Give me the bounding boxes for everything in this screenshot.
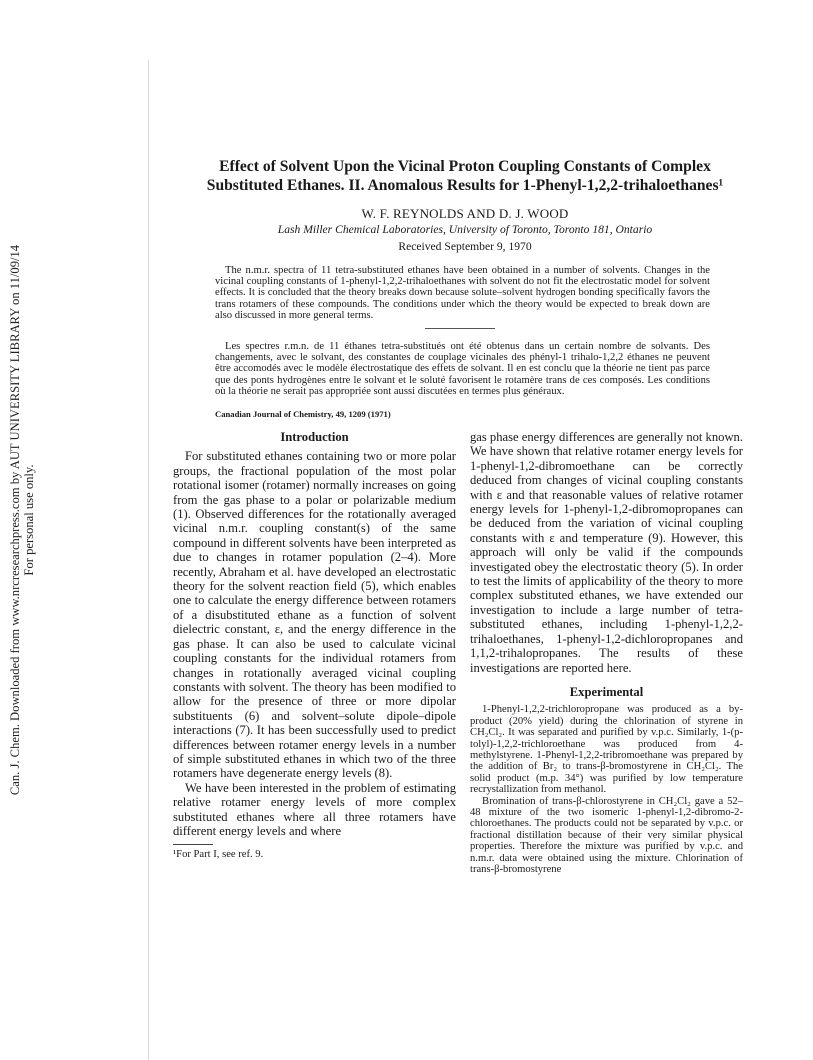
footnote-rule: [173, 844, 213, 845]
abstract-english: [215, 265, 710, 321]
experimental-paragraph-2: Bromination of trans-β-chlorostyrene in CH₂Cl₂ gave a 52–48 mixture of the two isomeric 1-phenyl-1,2-dibromo-2-chloroethanes. The products could not be separated by v.p.c. or fractional distillation because of their very similar physical properties. Therefore the mixture was purified by v.p.c. and n.m.r. data were obtained using the mixture. Chlorination of trans-β-bromostyrene: [470, 795, 743, 875]
received-date: Received September 9, 1970: [398, 240, 532, 253]
affiliation: Lash Miller Chemical Laboratories, University of Toronto, Toronto 181, Ontario: [277, 223, 653, 236]
footnote: ¹For Part I, see ref. 9.: [173, 849, 264, 861]
title-line-1: Effect of Solvent Upon the Vicinal Proton Coupling Constants of Complex: [219, 158, 711, 175]
abstract-divider: [425, 328, 495, 329]
introduction-paragraph-2: We have been interested in the problem of estimating relative rotamer energy levels of more complex substituted ethanes where all three rotamers have different energy levels and where: [173, 780, 456, 838]
margin-rule: [148, 60, 149, 1060]
introduction-paragraph-continued: gas phase energy differences are generally not known. We have shown that relative rotamer energy levels for 1-phenyl-1,2-dibromoethane can be correctly deduced from changes of vicinal coupling constants with ε and that reasonable values of relative rotamer energy levels for 1-phenyl-1,2-dibromopropanes can be deduced from the variation of vicinal coupling constants with ε and temperature (9). However, this approach will only be valid if the compounds investigated obey the electrostatic theory (5). In order to test the limits of applicability of the theory to more complex substituted ethanes, we have extended our investigation to include a large number of tetra-substituted ethanes, including 1-phenyl-1,2,2-trihaloethanes, 1-phenyl-1,2-dichloropropanes and 1,1,2-trihalopropanes. The results of these investigations are reported here.: [470, 430, 743, 675]
introduction-paragraph-1: For substituted ethanes containing two or more polar groups, the fractional population of the most polar rotational isomer (rotamer) normally increases on going from the gas phase to a polar or polarizable medium (1). Observed differences for the rotationally averaged vicinal n.m.r. coupling constant(s) of the same compound in different solvents have been interpreted as due to changes in rotamer population (2–4). More recently, Abraham et al. have developed an electrostatic theory for the solvent reaction field (5), which enables one to calculate the energy difference between rotamers of a disubstituted ethane as a function of solvent dielectric constant, ε, and the energy difference in the gas phase. It can also be used to calculate vicinal coupling constants for the individual rotamers from changes in rotationally averaged vicinal coupling constants with solvent. The theory has been modified to allow for the presence of three or more dipolar substituents (6) and solvent–solute dipole–dipole interactions (7). It has been successfully used to predict differences between rotamer energy levels in a number of simple substituted ethanes in which two of the three rotamers have degenerate energy levels (8).: [173, 449, 456, 781]
right-column: [470, 430, 743, 875]
title-line-2: Substituted Ethanes. II. Anomalous Results for 1-Phenyl-1,2,2-trihaloethanes¹: [206, 177, 724, 194]
paper-title: [150, 157, 780, 195]
authors: W. F. REYNOLDS AND D. J. WOOD: [361, 206, 569, 221]
experimental-paragraph-1: 1-Phenyl-1,2,2-trichloropropane was produced as a by-product (20% yield) during the chlorination of styrene in CH₂Cl₂. It was separated and purified by v.p.c. Similarly, 1-(p-tolyl)-1,2,2-trichloroethane was produced from 4-methylstyrene. 1-Phenyl-1,2,2-tribromoethane was prepared by the addition of Br₂ to trans-β-bromostyrene in CH₂Cl₂. The solid product (m.p. 34°) was purified by low temperature recrystallization from methanol.: [470, 704, 743, 796]
abstract-french-text: Les spectres r.m.n. de 11 éthanes tetra-substitués ont été obtenus dans un certain nombre de solvants. Des changements, avec le solvant, des constantes de couplage vicinales des phényl-1 trihalo-1,2,2 éthanes ne peuvent être accomodés avec le modèle électrostatique des effets de solvant. Il en est conclu que la théorie ne tient pas parce que des ponts hydrogènes entre le solvant et le soluté favorisent le rotamère trans de ces composés. Les conditions où la théorie ne serait pas appropriée sont aussi discutées en termes plus généraux.: [215, 341, 710, 397]
experimental-heading: Experimental: [569, 684, 644, 699]
abstract-french: [215, 341, 710, 397]
introduction-heading: Introduction: [280, 430, 349, 444]
experimental-text: [470, 704, 743, 875]
left-column: [173, 430, 456, 861]
download-watermark: [0, 210, 62, 830]
watermark-line-2: For personal use only.: [22, 464, 36, 576]
abstract-english-text: The n.m.r. spectra of 11 tetra-substituted ethanes have been obtained in a number of solvents. Changes in the vicinal coupling constants of 1-phenyl-1,2,2-trihaloethanes with solvent do not fit the electrostatic model for solvent effects. It is concluded that the theory breaks down because solute–solvent hydrogen bonding specifically favors the trans rotamers of these compounds. The conditions under which the theory would be expected to break down are also discussed in more general terms.: [215, 265, 710, 321]
watermark-line-1: Can. J. Chem. Downloaded from www.nrcresearchpress.com by AUT UNIVERSITY LIBRARY on 11/09/14: [8, 244, 22, 796]
journal-reference: Canadian Journal of Chemistry, 49, 1209 (1971): [215, 409, 391, 419]
